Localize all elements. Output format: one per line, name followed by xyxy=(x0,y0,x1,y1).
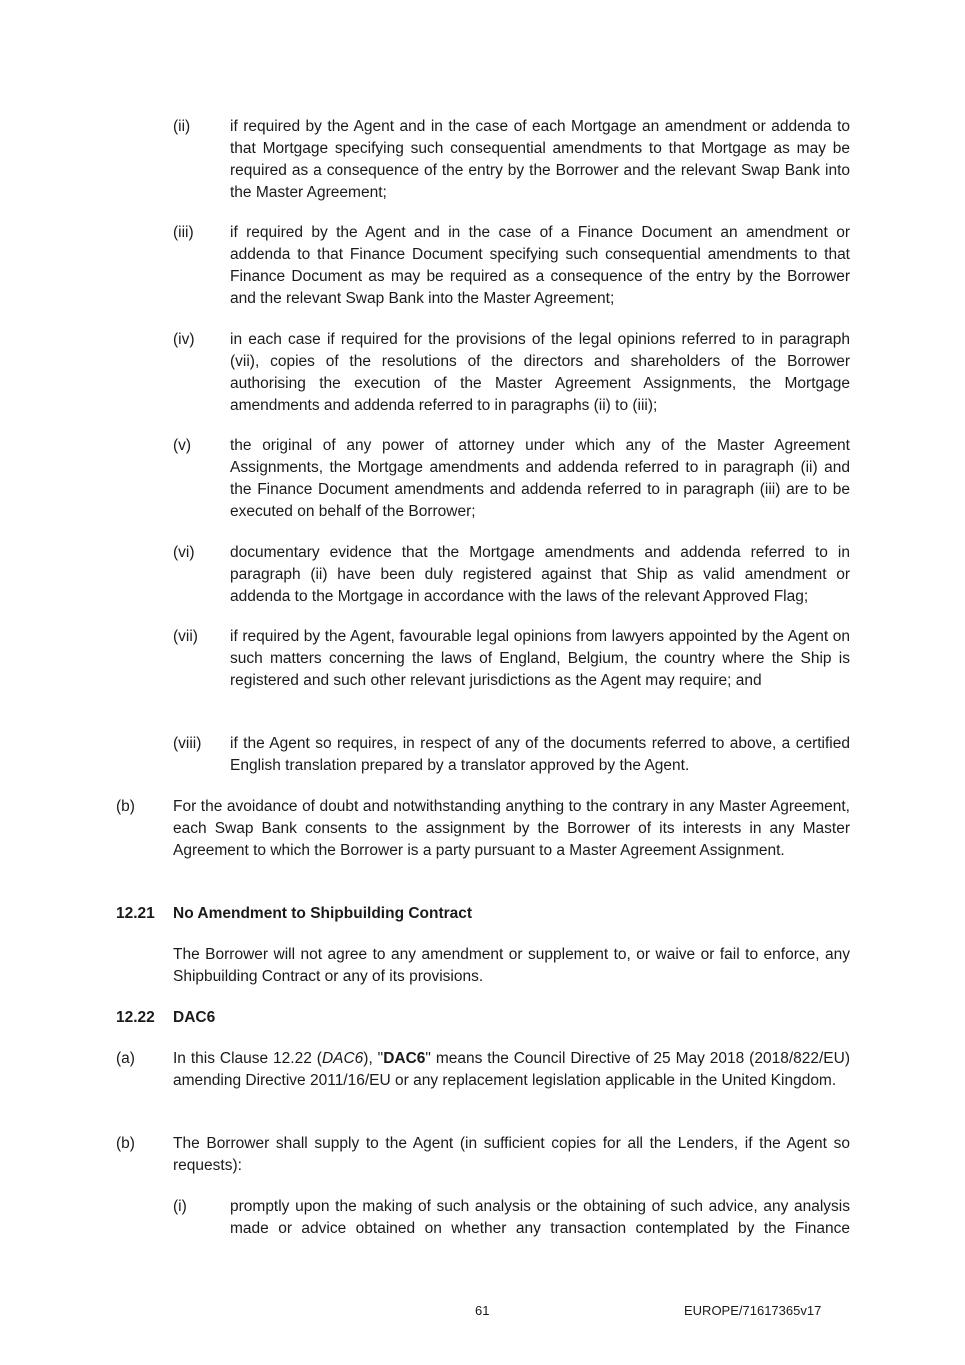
paragraph-label: (b) xyxy=(116,798,135,815)
item-text: if the Agent so requires, in respect of any of the documents referred to above, a certified English translation prepared by a translator approved by the Agent. xyxy=(230,735,850,774)
page-number: 61 xyxy=(475,1303,490,1318)
paragraph-text xyxy=(173,1048,850,1092)
paragraph-label: (a) xyxy=(116,1050,135,1067)
defined-term: DAC6 xyxy=(383,1050,426,1067)
paragraph-label: (b) xyxy=(116,1135,135,1152)
text-run: ), " xyxy=(363,1050,384,1067)
section-title: DAC6 xyxy=(173,1009,216,1026)
item-label: (ii) xyxy=(173,118,191,135)
text-run: In this Clause 12.22 ( xyxy=(173,1050,322,1067)
section-body: The Borrower will not agree to any amendment or supplement to, or waive or fail to enforce, any Shipbuilding Contract or any of its provisions. xyxy=(173,946,850,985)
item-label: (iv) xyxy=(173,331,195,348)
section-title: No Amendment to Shipbuilding Contract xyxy=(173,905,473,922)
item-text: documentary evidence that the Mortgage amendments and addenda referred to in paragraph (ii) have been duly registered against that Ship as valid amendment or addenda to the Mortgage in accordance with the laws of the relevant Approved Flag; xyxy=(230,544,850,605)
section-number: 12.22 xyxy=(116,1009,155,1026)
item-label: (v) xyxy=(173,437,192,454)
item-label: (iii) xyxy=(173,224,194,241)
item-text: if required by the Agent, favourable legal opinions from lawyers appointed by the Agent on such matters concerning the laws of England, Belgium, the country where the Ship is registered and such other relevant jurisdictions as the Agent may require; and xyxy=(230,628,850,689)
paragraph-text: For the avoidance of doubt and notwithstanding anything to the contrary in any Master Agreement, each Swap Bank consents to the assignment by the Borrower of its interests in any Master Agreement to which the Borrower is a party pursuant to a Master Agreement Assignment. xyxy=(173,798,850,859)
item-label: (vi) xyxy=(173,544,195,561)
section-number: 12.21 xyxy=(116,905,155,922)
document-reference: EUROPE/71617365v17 xyxy=(684,1303,822,1318)
text-run-italic: DAC6 xyxy=(321,1050,364,1067)
item-label: (vii) xyxy=(173,628,198,645)
text-run: " means the Council Directive of 25 May 2018 (2018/822/EU) amending Directive 2011/16/EU or any replacement legislation applicable in the United Kingdom. xyxy=(173,1050,850,1089)
paragraph-text: The Borrower shall supply to the Agent (in sufficient copies for all the Lenders, if the Agent so requests): xyxy=(173,1135,850,1174)
item-text: the original of any power of attorney under which any of the Master Agreement Assignments, the Mortgage amendments and addenda referred to in paragraph (ii) and the Finance Document amendments and addenda referred to in paragraph (iii) are to be executed on behalf of the Borrower; xyxy=(230,437,850,520)
item-label: (viii) xyxy=(173,735,202,752)
item-text: in each case if required for the provisions of the legal opinions referred to in paragraph (vii), copies of the resolutions of the directors and shareholders of the Borrower authorising the execution of the Master Agreement Assignments, the Mortgage amendments and addenda referred to in paragraphs (ii) to (iii); xyxy=(230,331,850,414)
item-text: promptly upon the making of such analysis or the obtaining of such advice, any analysis made or advice obtained on whether any transaction contemplated by the Finance xyxy=(230,1198,850,1237)
item-text: if required by the Agent and in the case of each Mortgage an amendment or addenda to that Mortgage specifying such consequential amendments to that Mortgage as may be required as a consequence of the entry by the Borrower and the relevant Swap Bank into the Master Agreement; xyxy=(230,118,850,201)
item-text: if required by the Agent and in the case of a Finance Document an amendment or addenda to that Finance Document specifying such consequential amendments to that Finance Document as may be required as a consequence of the entry by the Borrower and the relevant Swap Bank into the Master Agreement; xyxy=(230,224,850,307)
item-label: (i) xyxy=(173,1198,187,1215)
